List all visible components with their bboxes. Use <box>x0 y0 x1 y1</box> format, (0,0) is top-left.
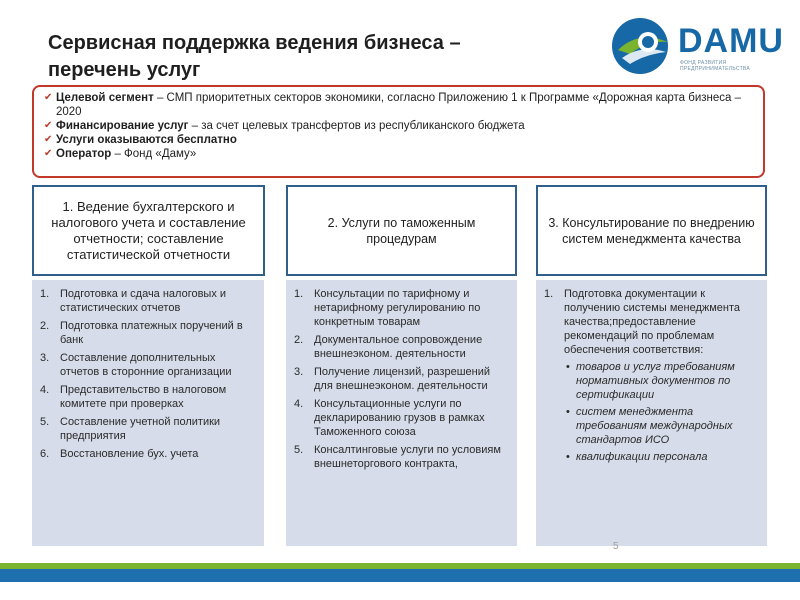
column-2-heading: 2. Услуги по таможенным процедурам <box>286 185 517 276</box>
column-1-services <box>32 280 264 546</box>
item-number: 4. <box>294 398 304 410</box>
slide-title-line-1: Сервисная поддержка ведения бизнеса – <box>48 32 461 54</box>
item-number: 3. <box>40 352 50 364</box>
list-item <box>40 383 256 411</box>
footer-band-blue <box>0 569 800 582</box>
list-item <box>294 443 509 471</box>
item-text: Консалтинговые услуги по условиям внешнеторгового контракта, <box>314 444 501 470</box>
list-item <box>40 415 256 443</box>
segment-item-text: – за счет целевых трансфертов из республиканского бюджета <box>188 120 525 132</box>
segment-item-text: – СМП приоритетных секторов экономики, согласно Приложению 1 к Программе «Дорожная карта бизнеса – 2020 <box>56 92 741 118</box>
item-number: 2. <box>40 320 50 332</box>
list-item <box>40 351 256 379</box>
list-item <box>40 287 256 315</box>
item-number: 1. <box>544 288 554 300</box>
list-item <box>544 287 759 464</box>
item-text: Подготовка и сдача налоговых и статистических отчетов <box>60 288 227 314</box>
service-list <box>40 287 256 461</box>
target-segment-box <box>32 85 765 178</box>
segment-item <box>44 91 753 119</box>
column-3-services <box>536 280 767 546</box>
sub-list <box>564 360 759 464</box>
segment-item <box>44 147 753 161</box>
segment-item-bold: Оператор <box>56 148 112 160</box>
segment-item-bold: Услуги оказываются бесплатно <box>56 134 237 146</box>
list-item <box>294 333 509 361</box>
list-item <box>294 397 509 439</box>
logo-wordmark: DAMU <box>678 22 784 60</box>
item-text: Подготовка платежных поручений в банк <box>60 320 243 346</box>
logo-subtitle: ФОНД РАЗВИТИЯ ПРЕДПРИНИМАТЕЛЬСТВА <box>680 60 751 72</box>
column-2-services <box>286 280 517 546</box>
page-number: 5 <box>613 541 619 552</box>
sub-list-item: • систем менеджмента требованиям международных стандартов ИСО <box>564 405 759 447</box>
list-item <box>294 287 509 329</box>
segment-item <box>44 133 753 147</box>
sub-list-item: • товаров и услуг требованиям нормативных документов по сертификации <box>564 360 759 402</box>
item-text: Составление учетной политики предприятия <box>60 416 221 442</box>
column-1-heading: 1. Ведение бухгалтерского и налогового учета и составление отчетности; составление статистической отчетности <box>32 185 265 276</box>
segment-item <box>44 119 753 133</box>
item-text: Восстановление бух. учета <box>60 448 199 460</box>
item-number: 1. <box>294 288 304 300</box>
item-text: Представительство в налоговом комитете при проверках <box>60 384 227 410</box>
slide-title <box>48 30 568 84</box>
service-list <box>294 287 509 471</box>
item-number: 3. <box>294 366 304 378</box>
item-number: 6. <box>40 448 50 460</box>
item-text: Получение лицензий, разрешений для внешнеэконом. деятельности <box>314 366 491 392</box>
item-text: Составление дополнительных отчетов в сторонние организации <box>60 352 232 378</box>
item-text: Документальное сопровождение внешнеэконом. деятельности <box>314 334 483 360</box>
service-list <box>544 287 759 464</box>
segment-item-bold: Целевой сегмент <box>56 92 154 104</box>
segment-item-text: – Фонд «Даму» <box>111 148 197 160</box>
sub-list-item: • квалификации персонала <box>564 450 759 464</box>
item-number: 1. <box>40 288 50 300</box>
item-text: Консультационные услуги по декларированию грузов в рамках Таможенного союза <box>314 398 485 438</box>
item-text: Консультации по тарифному и нетарифному регулированию по конкретным товарам <box>314 288 481 328</box>
damu-logo-icon <box>608 14 676 78</box>
list-item <box>40 447 256 461</box>
segment-list <box>44 91 753 161</box>
column-3-heading: 3. Консультирование по внедрению систем менеджмента качества <box>536 185 767 276</box>
list-item <box>40 319 256 347</box>
item-number: 5. <box>40 416 50 428</box>
item-number: 5. <box>294 444 304 456</box>
slide-title-line-2: перечень услуг <box>48 59 201 81</box>
damu-logo <box>608 14 794 78</box>
segment-item-bold: Финансирование услуг <box>56 120 189 132</box>
item-number: 2. <box>294 334 304 346</box>
item-text: Подготовка документации к получению системы менеджмента качества;предоставление рекомендаций по проблемам обеспечения соответствия: <box>564 288 741 356</box>
item-number: 4. <box>40 384 50 396</box>
list-item <box>294 365 509 393</box>
